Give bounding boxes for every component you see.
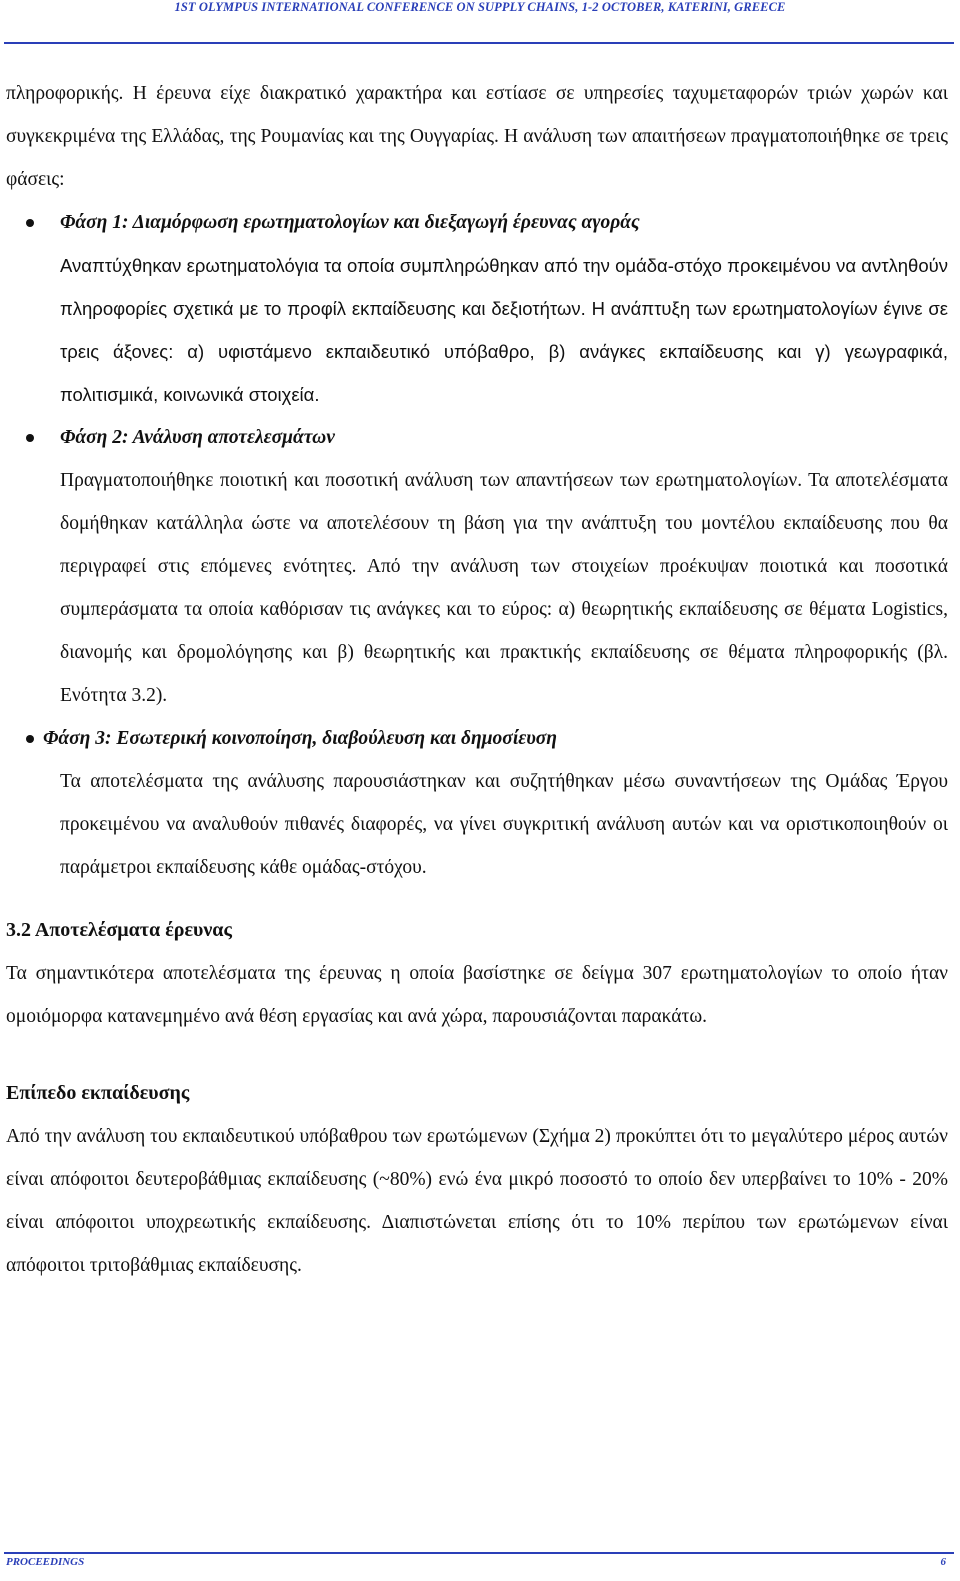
section-heading: 3.2 Αποτελέσματα έρευνας bbox=[6, 919, 232, 941]
phase-2-body: Πραγματοποιήθηκε ποιοτική και ποσοτική ανάλυση των απαντήσεων των ερωτηματολογίων. Τα αποτελέσματα δομήθηκαν κατάλληλα ώστε να αποτελέσουν τη βάση για την ανάπτυξη του μοντέλου εκπαίδευσης που θα περιγραφεί στις επόμενες ενότητες. Από την ανάλυση των στοιχείων προέκυψαν ποιοτικά και ποσοτικά συμπεράσματα τα οποία καθόρισαν τις ανάγκες και το εύρος: α) θεωρητικής εκπαίδευσης σε θέματα Logistics, διανομής και δρομολόγησης και β) θεωρητικής και πρακτικής εκπαίδευσης σε θέματα πληροφορικής (βλ. Ενότητα 3.2). bbox=[60, 470, 948, 706]
subsection-heading: Επίπεδο εκπαίδευσης bbox=[6, 1082, 190, 1104]
page-number: 6 bbox=[940, 1556, 946, 1568]
phase-2-heading: Φάση 2: Ανάλυση αποτελεσμάτων bbox=[60, 427, 335, 448]
phase-3-body: Τα αποτελέσματα της ανάλυσης παρουσιάστηκαν και συζητήθηκαν μέσω συναντήσεων της Ομάδας Έργου προκειμένου να αναλυθούν πιθανές διαφορές, να γίνει συγκριτική ανάλυση αυτών και να οριστικοποιηθούν οι παράμετροι εκπαίδευσης κάθε ομάδας-στόχου. bbox=[60, 771, 948, 878]
spacer bbox=[6, 1038, 948, 1072]
phase-3-heading: Φάση 3: Εσωτερική κοινοποίηση, διαβούλευση και δημοσίευση bbox=[43, 728, 557, 749]
phase-1-body: Αναπτύχθηκαν ερωτηματολόγια τα οποία συμπληρώθηκαν από την ομάδα-στόχο προκειμένου να αντληθούν πληροφορίες σχετικά με το προφίλ εκπαίδευσης και δεξιοτήτων. Η ανάπτυξη των ερωτηματολογίων έγινε σε τρεις άξονες: α) υφιστάμενο εκπαιδευτικό υπόβαθρο, β) ανάγκες εκπαίδευσης και γ) γεωγραφικά, πολιτισμικά, κοινωνικά στοιχεία. bbox=[60, 255, 948, 405]
header-divider bbox=[4, 42, 954, 44]
bullet-dot-icon bbox=[26, 219, 34, 227]
footer-proceedings-label: PROCEEDINGS bbox=[6, 1556, 85, 1568]
section-paragraph: Τα σημαντικότερα αποτελέσματα της έρευνας η οποία βασίστηκε σε δείγμα 307 ερωτηματολογίων το οποίο ήταν ομοιόμορφα κατανεμημένο ανά θέση εργασίας και ανά χώρα, παρουσιάζονται παρακάτω. bbox=[6, 963, 948, 1027]
document-body bbox=[6, 72, 948, 1287]
phase-2-item bbox=[6, 416, 948, 717]
footer-divider bbox=[4, 1552, 954, 1554]
bullet-dot-icon bbox=[26, 735, 34, 743]
conference-header-title: 1ST OLYMPUS INTERNATIONAL CONFERENCE ON SUPPLY CHAINS, 1-2 OCTOBER, KATERINI, GREECE bbox=[174, 0, 786, 14]
phase-1-item bbox=[6, 201, 948, 416]
page-header bbox=[0, 0, 960, 44]
bullet-dot-icon bbox=[26, 434, 34, 442]
phase-3-item bbox=[6, 717, 948, 889]
intro-paragraph: πληροφορικής. Η έρευνα είχε διακρατικό χαρακτήρα και εστίασε σε υπηρεσίες ταχυμεταφορών τριών χωρών και συγκεκριμένα της Ελλάδας, της Ρουμανίας και της Ουγγαρίας. Η ανάλυση των απαιτήσεων πραγματοποιήθηκε σε τρεις φάσεις: bbox=[6, 83, 948, 190]
phase-1-heading: Φάση 1: Διαμόρφωση ερωτηματολογίων και διεξαγωγή έρευνας αγοράς bbox=[60, 212, 640, 233]
spacer bbox=[6, 889, 948, 909]
page-footer bbox=[0, 1550, 960, 1581]
subsection-paragraph: Από την ανάλυση του εκπαιδευτικού υπόβαθρου των ερωτώμενων (Σχήμα 2) προκύπτει ότι το μεγαλύτερο μέρος αυτών είναι απόφοιτοι δευτεροβάθμιας εκπαίδευσης (~80%) ενώ ένα μικρό ποσοστό το οποίο δεν υπερβαίνει το 10% - 20% είναι απόφοιτοι υποχρεωτικής εκπαίδευσης. Διαπιστώνεται επίσης ότι το 10% περίπου των ερωτώμενων είναι απόφοιτοι τριτοβάθμιας εκπαίδευσης. bbox=[6, 1126, 948, 1276]
